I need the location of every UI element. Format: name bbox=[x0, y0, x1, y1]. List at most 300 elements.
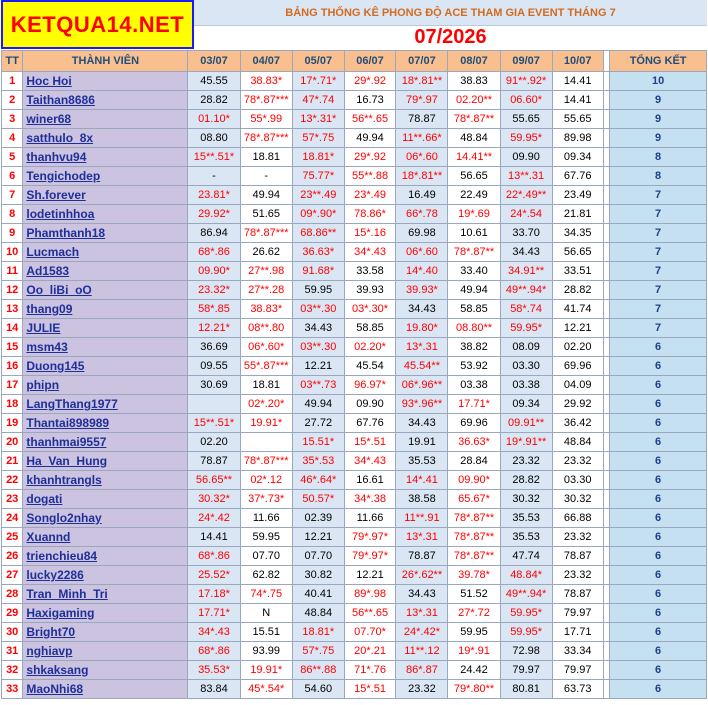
score-cell: 29*.92 bbox=[344, 148, 396, 167]
score-cell: 79*.97* bbox=[344, 528, 396, 547]
score-cell: 79.97 bbox=[552, 604, 603, 623]
member-link[interactable]: MaoNhi68 bbox=[26, 682, 84, 696]
score-cell: 28.82 bbox=[500, 471, 552, 490]
table-row bbox=[2, 148, 707, 167]
score-cell: 78.87 bbox=[552, 547, 603, 566]
score-cell: 09.34 bbox=[552, 148, 603, 167]
total-cell: 6 bbox=[610, 547, 707, 566]
member-cell bbox=[23, 148, 188, 167]
total-cell: 6 bbox=[610, 471, 707, 490]
score-cell: 06*.96** bbox=[396, 376, 448, 395]
score-cell: 34*.43 bbox=[344, 243, 396, 262]
table-row bbox=[2, 186, 707, 205]
row-number: 4 bbox=[2, 129, 23, 148]
score-cell: 36.63* bbox=[292, 243, 344, 262]
score-cell: 57*.75 bbox=[292, 129, 344, 148]
score-cell: 10.61 bbox=[448, 224, 500, 243]
score-cell: 55*.87*** bbox=[240, 357, 292, 376]
score-cell: 35*.53 bbox=[292, 452, 344, 471]
score-cell: 23.81* bbox=[188, 186, 240, 205]
table-row bbox=[2, 642, 707, 661]
score-cell: 55.65 bbox=[500, 110, 552, 129]
total-cell: 8 bbox=[610, 167, 707, 186]
score-cell: 17*.71* bbox=[292, 72, 344, 91]
score-cell: 15*.16 bbox=[344, 224, 396, 243]
member-link[interactable]: Lucmach bbox=[26, 245, 80, 259]
score-cell: 02*.20* bbox=[240, 395, 292, 414]
total-cell: 7 bbox=[610, 300, 707, 319]
score-cell: 58.85 bbox=[344, 319, 396, 338]
row-number: 1 bbox=[2, 72, 23, 91]
table-row bbox=[2, 110, 707, 129]
score-cell: 54.60 bbox=[292, 680, 344, 699]
score-cell: 19.91* bbox=[240, 414, 292, 433]
score-cell: 16.49 bbox=[396, 186, 448, 205]
score-cell: 17.71* bbox=[448, 395, 500, 414]
score-cell: 21.81 bbox=[552, 205, 603, 224]
score-cell: 59.95* bbox=[500, 623, 552, 642]
score-cell: 63.73 bbox=[552, 680, 603, 699]
score-cell: 78*.87** bbox=[448, 547, 500, 566]
score-cell: 08**.80 bbox=[240, 319, 292, 338]
score-cell: 38.58 bbox=[396, 490, 448, 509]
score-cell: 86.94 bbox=[188, 224, 240, 243]
score-cell: 13*.31 bbox=[396, 338, 448, 357]
score-cell: 89.98 bbox=[552, 129, 603, 148]
score-cell: 33.51 bbox=[552, 262, 603, 281]
score-cell: 03*.30* bbox=[344, 300, 396, 319]
total-cell: 6 bbox=[610, 414, 707, 433]
score-cell: 09.34 bbox=[500, 395, 552, 414]
score-cell: 62.82 bbox=[240, 566, 292, 585]
score-cell: 23.32 bbox=[552, 566, 603, 585]
total-cell: 6 bbox=[610, 509, 707, 528]
table-row bbox=[2, 91, 707, 110]
score-cell: 17.71 bbox=[552, 623, 603, 642]
score-cell: 89*.98 bbox=[344, 585, 396, 604]
row-number: 7 bbox=[2, 186, 23, 205]
row-number: 21 bbox=[2, 452, 23, 471]
member-cell bbox=[23, 604, 188, 623]
score-cell: 79*.80** bbox=[448, 680, 500, 699]
table-row bbox=[2, 661, 707, 680]
score-cell: 57*.75 bbox=[292, 642, 344, 661]
score-cell: 59.95 bbox=[448, 623, 500, 642]
row-number: 20 bbox=[2, 433, 23, 452]
row-number: 12 bbox=[2, 281, 23, 300]
score-cell: 34.43 bbox=[396, 585, 448, 604]
score-cell: 02.20 bbox=[188, 433, 240, 452]
member-cell bbox=[23, 262, 188, 281]
score-cell: 35.53 bbox=[396, 452, 448, 471]
score-cell: 41.74 bbox=[552, 300, 603, 319]
score-cell: 11.66 bbox=[240, 509, 292, 528]
member-link[interactable]: Ha_Van_Hung bbox=[26, 454, 108, 468]
score-cell: 38.82 bbox=[448, 338, 500, 357]
score-cell: 27.72 bbox=[292, 414, 344, 433]
score-cell: 36.42 bbox=[552, 414, 603, 433]
score-cell: 48.84 bbox=[292, 604, 344, 623]
member-link[interactable]: satthulo_8x bbox=[26, 131, 94, 145]
score-cell: 91.68* bbox=[292, 262, 344, 281]
score-cell: 29.92* bbox=[188, 205, 240, 224]
member-cell bbox=[23, 281, 188, 300]
score-cell: 02.20 bbox=[552, 338, 603, 357]
score-cell: 15.51 bbox=[240, 623, 292, 642]
score-cell: 53.92 bbox=[448, 357, 500, 376]
score-cell: 79.97 bbox=[500, 661, 552, 680]
score-cell: 74*.75 bbox=[240, 585, 292, 604]
score-cell: 34.91** bbox=[500, 262, 552, 281]
score-cell: 79*.97 bbox=[396, 91, 448, 110]
table-row bbox=[2, 129, 707, 148]
member-link[interactable]: Phamthanh18 bbox=[26, 226, 106, 240]
score-cell: 19.80* bbox=[396, 319, 448, 338]
site-logo-text: KETQUA14.NET bbox=[10, 11, 185, 37]
score-cell: 34*.38 bbox=[344, 490, 396, 509]
total-cell: 6 bbox=[610, 661, 707, 680]
score-cell: 07.70 bbox=[240, 547, 292, 566]
member-link[interactable]: winer68 bbox=[26, 112, 72, 126]
score-cell: - bbox=[240, 167, 292, 186]
col-date: 04/07 bbox=[240, 51, 292, 72]
score-cell: 23**.49 bbox=[292, 186, 344, 205]
score-cell: 19.91* bbox=[240, 661, 292, 680]
member-cell bbox=[23, 490, 188, 509]
score-cell: 59.95 bbox=[240, 528, 292, 547]
score-cell: 26*.62** bbox=[396, 566, 448, 585]
row-number: 22 bbox=[2, 471, 23, 490]
score-cell: 04.09 bbox=[552, 376, 603, 395]
score-cell: 19*.69 bbox=[448, 205, 500, 224]
member-link[interactable]: trienchieu84 bbox=[26, 549, 98, 563]
member-link[interactable]: nghiavp bbox=[26, 644, 73, 658]
score-cell: 71*.76 bbox=[344, 661, 396, 680]
score-cell: 12.21* bbox=[188, 319, 240, 338]
member-link[interactable]: lodetinhhoa bbox=[26, 207, 95, 221]
score-cell: 08.09 bbox=[500, 338, 552, 357]
member-link[interactable]: lucky2286 bbox=[26, 568, 84, 582]
member-cell bbox=[23, 205, 188, 224]
member-link[interactable]: Tengichodep bbox=[26, 169, 101, 183]
score-cell: 12.21 bbox=[344, 566, 396, 585]
col-date: 07/07 bbox=[396, 51, 448, 72]
score-cell: 58.85 bbox=[448, 300, 500, 319]
score-cell: 66.88 bbox=[552, 509, 603, 528]
table-row bbox=[2, 528, 707, 547]
total-cell: 6 bbox=[610, 376, 707, 395]
table-row bbox=[2, 167, 707, 186]
member-cell bbox=[23, 72, 188, 91]
member-cell bbox=[23, 585, 188, 604]
table-row bbox=[2, 433, 707, 452]
member-link[interactable]: phipn bbox=[26, 378, 60, 392]
score-cell: 19.91 bbox=[396, 433, 448, 452]
score-cell: 30.69 bbox=[188, 376, 240, 395]
row-number: 11 bbox=[2, 262, 23, 281]
score-cell: 09.90 bbox=[500, 148, 552, 167]
score-cell: 37*.73* bbox=[240, 490, 292, 509]
score-cell: 15**.51* bbox=[188, 148, 240, 167]
score-cell: 47.74 bbox=[500, 547, 552, 566]
row-number: 2 bbox=[2, 91, 23, 110]
table-row bbox=[2, 395, 707, 414]
member-cell bbox=[23, 414, 188, 433]
score-cell: 78*.87** bbox=[448, 110, 500, 129]
member-link[interactable]: Taithan8686 bbox=[26, 93, 95, 107]
score-cell: 08.80** bbox=[448, 319, 500, 338]
member-link[interactable]: Hoc Hoi bbox=[26, 74, 72, 88]
score-cell: 34.43 bbox=[500, 243, 552, 262]
score-cell: 51.52 bbox=[448, 585, 500, 604]
member-link[interactable]: LangThang1977 bbox=[26, 397, 118, 411]
member-cell bbox=[23, 566, 188, 585]
score-cell: 24*.42* bbox=[396, 623, 448, 642]
score-cell: 09*.90* bbox=[292, 205, 344, 224]
member-cell bbox=[23, 680, 188, 699]
score-cell: 59.95* bbox=[500, 319, 552, 338]
score-cell: 03.30 bbox=[552, 471, 603, 490]
score-cell: 24.42 bbox=[448, 661, 500, 680]
table-row bbox=[2, 300, 707, 319]
score-cell: 78*.87*** bbox=[240, 224, 292, 243]
row-number: 3 bbox=[2, 110, 23, 129]
member-link[interactable]: Tran_Minh_Tri bbox=[26, 587, 108, 601]
row-number: 32 bbox=[2, 661, 23, 680]
score-cell: 33.58 bbox=[344, 262, 396, 281]
member-link[interactable]: Xuannd bbox=[26, 530, 71, 544]
score-cell: 14*.40 bbox=[396, 262, 448, 281]
total-cell: 6 bbox=[610, 338, 707, 357]
score-cell: 27**.28 bbox=[240, 281, 292, 300]
score-cell: 24*.42 bbox=[188, 509, 240, 528]
member-link[interactable]: Thantai898989 bbox=[26, 416, 110, 430]
score-cell: 18*.81** bbox=[396, 72, 448, 91]
member-link[interactable]: thanhvu94 bbox=[26, 150, 87, 164]
member-link[interactable]: Bright70 bbox=[26, 625, 76, 639]
score-cell: 06*.60 bbox=[396, 148, 448, 167]
score-cell: 07.70 bbox=[292, 547, 344, 566]
table-row bbox=[2, 224, 707, 243]
score-cell: 30.32 bbox=[500, 490, 552, 509]
score-cell: 51.65 bbox=[240, 205, 292, 224]
score-cell: 15**.51* bbox=[188, 414, 240, 433]
score-cell: 55.65 bbox=[552, 110, 603, 129]
total-cell: 9 bbox=[610, 110, 707, 129]
score-cell: 45.54 bbox=[344, 357, 396, 376]
member-cell bbox=[23, 642, 188, 661]
score-cell: 09.55 bbox=[188, 357, 240, 376]
score-cell: 03**.30 bbox=[292, 300, 344, 319]
score-cell: 07.70* bbox=[344, 623, 396, 642]
member-link[interactable]: thang09 bbox=[26, 302, 73, 316]
total-cell: 8 bbox=[610, 148, 707, 167]
member-link[interactable]: shkaksang bbox=[26, 663, 89, 677]
member-link[interactable]: Duong145 bbox=[26, 359, 85, 373]
score-cell: 13*.31* bbox=[292, 110, 344, 129]
member-link[interactable]: khanhtrangls bbox=[26, 473, 102, 487]
score-cell: 86*.87 bbox=[396, 661, 448, 680]
member-cell bbox=[23, 357, 188, 376]
score-cell: 18.81* bbox=[292, 148, 344, 167]
score-cell: 14.41 bbox=[552, 72, 603, 91]
score-cell: 78*.87** bbox=[448, 528, 500, 547]
score-cell: 72.98 bbox=[500, 642, 552, 661]
month-label: 07/2026 bbox=[414, 26, 487, 48]
score-cell: 39.93* bbox=[396, 281, 448, 300]
score-cell: 96.97* bbox=[344, 376, 396, 395]
member-cell bbox=[23, 110, 188, 129]
member-cell bbox=[23, 300, 188, 319]
member-cell bbox=[23, 452, 188, 471]
score-cell: 06.60* bbox=[500, 91, 552, 110]
score-cell: 66*.78 bbox=[396, 205, 448, 224]
score-cell: 34.43 bbox=[292, 319, 344, 338]
score-cell: 23*.49 bbox=[344, 186, 396, 205]
member-link[interactable]: Oo_liBi_oO bbox=[26, 283, 92, 297]
score-cell: 38.83* bbox=[240, 72, 292, 91]
score-cell: 33.70 bbox=[500, 224, 552, 243]
table-row bbox=[2, 585, 707, 604]
score-cell: 08.80 bbox=[188, 129, 240, 148]
member-link[interactable]: Haxigaming bbox=[26, 606, 95, 620]
score-cell: 03**.30 bbox=[292, 338, 344, 357]
score-cell: 27*.72 bbox=[448, 604, 500, 623]
score-cell: 45*.54* bbox=[240, 680, 292, 699]
score-cell: 35.53 bbox=[500, 509, 552, 528]
score-cell: 35.53* bbox=[188, 661, 240, 680]
score-cell: 56.65 bbox=[552, 243, 603, 262]
member-link[interactable]: Ad1583 bbox=[26, 264, 70, 278]
col-date: 10/07 bbox=[552, 51, 603, 72]
score-cell: 30.82 bbox=[292, 566, 344, 585]
table-row bbox=[2, 452, 707, 471]
row-number: 14 bbox=[2, 319, 23, 338]
member-cell bbox=[23, 528, 188, 547]
row-number: 30 bbox=[2, 623, 23, 642]
score-cell: 23.32* bbox=[188, 281, 240, 300]
member-link[interactable]: Songlo2nhay bbox=[26, 511, 102, 525]
stats-sheet bbox=[1, 0, 707, 705]
score-cell: 39.78* bbox=[448, 566, 500, 585]
score-cell: 23.32 bbox=[552, 528, 603, 547]
site-logo[interactable] bbox=[1, 0, 194, 49]
score-cell: 22.49 bbox=[448, 186, 500, 205]
total-cell: 6 bbox=[610, 395, 707, 414]
score-cell: 02.39 bbox=[292, 509, 344, 528]
score-cell: 78.86* bbox=[344, 205, 396, 224]
score-cell: 36.69 bbox=[188, 338, 240, 357]
score-cell: 12.21 bbox=[292, 528, 344, 547]
score-cell: 49**.94* bbox=[500, 585, 552, 604]
score-cell: 68.86** bbox=[292, 224, 344, 243]
score-cell: 34*.43 bbox=[188, 623, 240, 642]
score-cell: 65.67* bbox=[448, 490, 500, 509]
score-cell: N bbox=[240, 604, 292, 623]
score-cell: 03.38 bbox=[500, 376, 552, 395]
table-row bbox=[2, 604, 707, 623]
member-link[interactable]: JULIE bbox=[26, 321, 61, 335]
table-row bbox=[2, 281, 707, 300]
table-row bbox=[2, 623, 707, 642]
score-cell: 14.41** bbox=[448, 148, 500, 167]
member-cell bbox=[23, 661, 188, 680]
member-link[interactable]: Sh.forever bbox=[26, 188, 86, 202]
score-cell: 48.84 bbox=[448, 129, 500, 148]
score-cell: 34.43 bbox=[396, 300, 448, 319]
score-cell: 28.82 bbox=[552, 281, 603, 300]
member-link[interactable]: msm43 bbox=[26, 340, 68, 354]
score-cell: 30.32* bbox=[188, 490, 240, 509]
score-cell: 49.94 bbox=[292, 395, 344, 414]
score-cell: 83.84 bbox=[188, 680, 240, 699]
score-cell: 49.94 bbox=[344, 129, 396, 148]
row-number: 16 bbox=[2, 357, 23, 376]
score-cell: 56**.65 bbox=[344, 604, 396, 623]
score-cell: 55**.88 bbox=[344, 167, 396, 186]
score-cell: 12.21 bbox=[552, 319, 603, 338]
total-cell: 6 bbox=[610, 623, 707, 642]
col-date: 03/07 bbox=[188, 51, 240, 72]
member-cell bbox=[23, 433, 188, 452]
score-cell: 93*.96** bbox=[396, 395, 448, 414]
score-cell: 14*.41 bbox=[396, 471, 448, 490]
total-cell: 6 bbox=[610, 433, 707, 452]
member-cell bbox=[23, 224, 188, 243]
score-cell: 02.20** bbox=[448, 91, 500, 110]
score-cell: 59.95 bbox=[292, 281, 344, 300]
member-link[interactable]: dogati bbox=[26, 492, 63, 506]
score-cell: 78.87 bbox=[396, 110, 448, 129]
score-cell: 09.91** bbox=[500, 414, 552, 433]
score-cell: 09.90 bbox=[344, 395, 396, 414]
total-cell: 6 bbox=[610, 680, 707, 699]
score-cell: 11.66 bbox=[344, 509, 396, 528]
score-cell: 23.32 bbox=[500, 452, 552, 471]
score-cell: 20*.21 bbox=[344, 642, 396, 661]
score-cell: 93.99 bbox=[240, 642, 292, 661]
score-cell: 56**.65 bbox=[344, 110, 396, 129]
score-cell: 29*.92 bbox=[344, 72, 396, 91]
score-cell: 34.43 bbox=[396, 414, 448, 433]
member-cell bbox=[23, 338, 188, 357]
score-cell: 56.65** bbox=[188, 471, 240, 490]
score-cell: 23.32 bbox=[552, 452, 603, 471]
col-total: TỔNG KẾT bbox=[610, 51, 707, 72]
score-cell: 40.41 bbox=[292, 585, 344, 604]
score-cell: 68*.86 bbox=[188, 243, 240, 262]
score-cell: 12.21 bbox=[292, 357, 344, 376]
total-cell: 6 bbox=[610, 604, 707, 623]
score-cell: 78*.87*** bbox=[240, 91, 292, 110]
table-row bbox=[2, 357, 707, 376]
total-cell: 7 bbox=[610, 281, 707, 300]
score-cell: 78*.87** bbox=[448, 509, 500, 528]
score-cell: 19*.91** bbox=[500, 433, 552, 452]
member-cell bbox=[23, 395, 188, 414]
score-cell: - bbox=[188, 167, 240, 186]
score-cell: 02*.12 bbox=[240, 471, 292, 490]
member-cell bbox=[23, 91, 188, 110]
score-cell: 23.32 bbox=[396, 680, 448, 699]
total-cell: 7 bbox=[610, 224, 707, 243]
row-number: 18 bbox=[2, 395, 23, 414]
table-row bbox=[2, 205, 707, 224]
row-number: 15 bbox=[2, 338, 23, 357]
score-cell: 55*.99 bbox=[240, 110, 292, 129]
member-link[interactable]: thanhmai9557 bbox=[26, 435, 107, 449]
score-cell: 15*.51 bbox=[344, 680, 396, 699]
